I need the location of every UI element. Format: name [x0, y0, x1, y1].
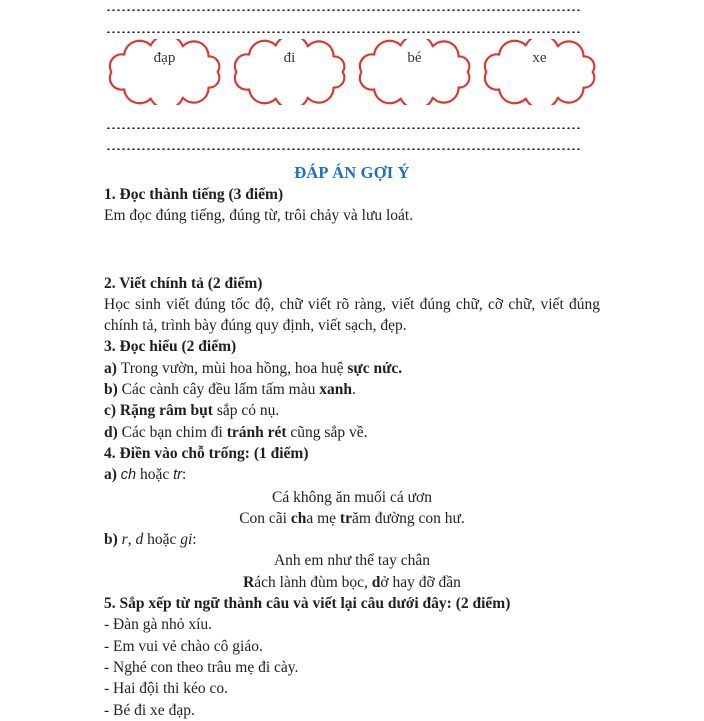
text-run: 5. Sắp xếp từ ngữ thành câu và viết lại câu dưới đây: (2 điểm): [104, 595, 511, 613]
cloud-word: đi: [283, 50, 296, 66]
cloud-outline-icon: [479, 39, 600, 105]
section-2-body-line-1: [104, 294, 600, 315]
dotted-answer-line: [106, 126, 580, 129]
text-run: 2. Viết chính tả (2 điểm): [104, 274, 263, 292]
answer-key-heading: ĐÁP ÁN GỢI Ý: [294, 163, 410, 182]
text-run: ch: [120, 467, 137, 484]
text-run: Trong vườn, mùi hoa hồng, hoa huệ: [120, 359, 348, 377]
text-run: b): [104, 531, 122, 549]
dotted-answer-line: [106, 147, 580, 150]
section-1-body: [104, 205, 600, 226]
answer-4b-label: [104, 529, 600, 550]
answer-3a: [104, 358, 600, 379]
section-2-heading: [104, 273, 600, 294]
cloud-outline-icon: [104, 39, 225, 105]
text-run: 4. Điền vào chỗ trống: (1 điểm): [104, 444, 309, 462]
text-run: :: [192, 531, 197, 549]
word-cloud: [104, 39, 225, 105]
blank-gap: [104, 227, 600, 273]
text-run: - Em vui vẻ chào cô giáo.: [104, 637, 263, 655]
text-run: - Nghé con theo trâu mẹ đi cày.: [104, 658, 299, 676]
answer-5-item: [104, 636, 600, 657]
word-cloud: [354, 39, 475, 105]
text-run: ở hay đỡ đần: [380, 573, 461, 591]
proverb-line: [104, 508, 600, 529]
dotted-answer-line: [106, 8, 580, 11]
text-run: d: [371, 573, 381, 591]
answer-3b: [104, 379, 600, 400]
cloud-outline-icon: [354, 39, 475, 105]
text-run: chính tả, trình bày đúng quy định, viết sạch, đẹp.: [104, 317, 407, 335]
answer-5-item: [104, 678, 600, 699]
section-1-heading: [104, 184, 600, 205]
text-run: R: [243, 573, 255, 591]
text-run: sắp có nụ.: [212, 402, 280, 420]
word-cloud: [229, 39, 350, 105]
text-run: a mẹ: [306, 509, 340, 527]
text-run: 1. Đọc thành tiếng (3 điểm): [104, 186, 284, 203]
answer-4a-label: [104, 464, 600, 486]
text-run: Rặng râm bụt: [119, 402, 213, 420]
answer-3d: [104, 422, 600, 443]
proverb-line: [104, 550, 600, 571]
text-run: tr: [173, 467, 182, 484]
text-run: tránh rét: [226, 423, 287, 441]
text-run: xanh: [319, 381, 352, 399]
text-run: ch: [290, 509, 307, 527]
cloud-word: đạp: [153, 50, 176, 66]
answer-5-item: [104, 657, 600, 678]
section-3-heading: [104, 336, 600, 357]
answer-3c: [104, 400, 600, 421]
text-run: gi: [180, 531, 193, 549]
text-run: - Đàn gà nhỏ xíu.: [104, 616, 213, 634]
answer-body: [104, 184, 600, 721]
text-run: Học sinh viết đúng tốc độ, chữ viết rõ ràng, viết đúng chữ, cỡ chữ, viết đúng: [104, 295, 600, 313]
answer-5-item: [104, 614, 600, 635]
text-run: d: [135, 531, 144, 549]
text-run: 3. Đọc hiểu (2 điểm): [104, 338, 237, 356]
text-run: - Bé đi xe đạp.: [104, 701, 195, 719]
section-2-body-line-2: [104, 315, 600, 336]
text-run: Các bạn chim đi: [121, 423, 227, 441]
text-run: ăm đường con hư.: [351, 509, 465, 527]
answer-5-item: [104, 700, 600, 721]
text-run: a): [104, 466, 121, 484]
section-5-heading: [104, 593, 600, 614]
word-clouds-row: [104, 39, 600, 105]
text-run: hoặc: [143, 531, 181, 549]
section-4-heading: [104, 443, 600, 464]
text-run: d): [104, 423, 122, 441]
text-run: sực nức.: [347, 359, 403, 377]
text-run: Anh em như thể tay chân: [273, 552, 431, 570]
cloud-outline-icon: [229, 39, 350, 105]
cloud-word: bé: [407, 50, 422, 66]
dotted-answer-line: [106, 30, 580, 33]
text-run: .: [351, 381, 356, 399]
text-run: b): [104, 381, 122, 399]
text-run: tr: [339, 509, 352, 527]
text-run: ách lành đùm bọc,: [254, 573, 372, 591]
text-run: :: [182, 466, 187, 484]
text-run: ,: [127, 531, 136, 549]
cloud-word: xe: [532, 50, 547, 66]
text-run: cũng sắp về.: [286, 423, 368, 441]
text-run: Các cành cây đều lấm tấm màu: [121, 381, 320, 399]
text-run: Em đọc đúng tiếng, đúng từ, trôi chảy và lưu loát.: [104, 207, 414, 225]
text-run: a): [104, 359, 121, 377]
word-cloud: [479, 39, 600, 105]
text-run: r: [121, 531, 128, 549]
text-run: - Hai đội thi kéo co.: [104, 680, 228, 698]
text-run: Con cãi: [239, 509, 291, 527]
text-run: c): [104, 402, 120, 420]
text-run: hoặc: [136, 466, 174, 484]
text-run: Cá không ăn muối cá ươn: [272, 488, 432, 506]
proverb-line: [104, 487, 600, 508]
proverb-line: [104, 572, 600, 593]
